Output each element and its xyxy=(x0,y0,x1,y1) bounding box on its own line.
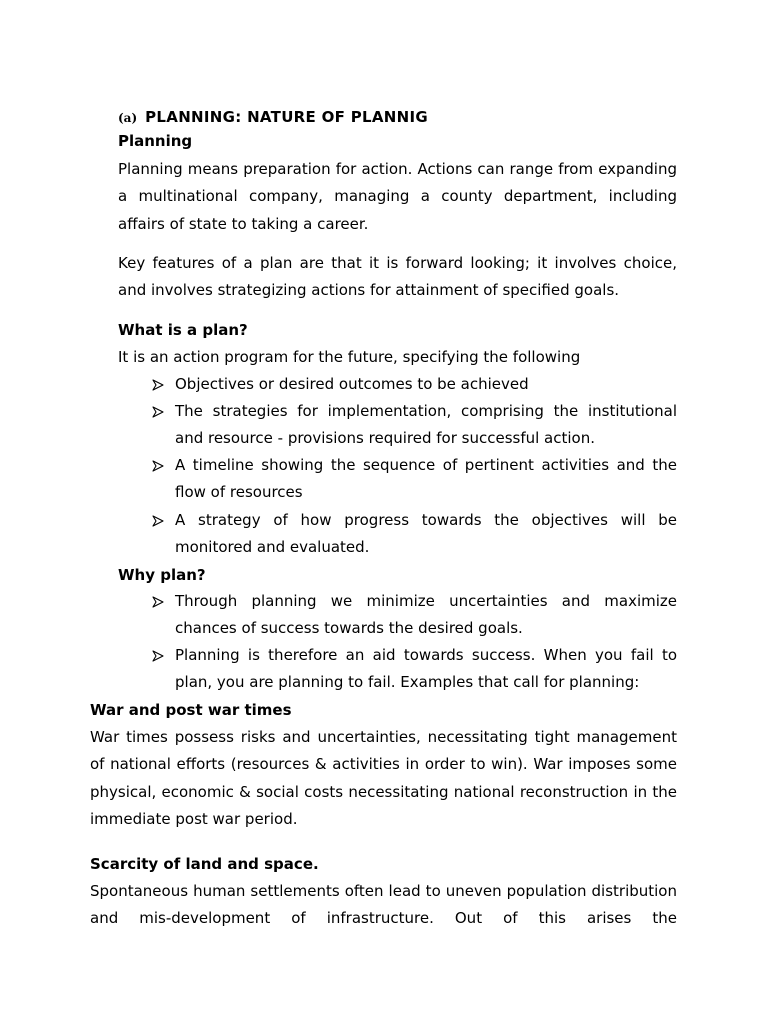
section-marker: (a) xyxy=(118,111,138,125)
why-plan-heading: Why plan? xyxy=(118,566,206,584)
arrowhead-bullet-icon xyxy=(152,596,164,608)
arrowhead-bullet-icon xyxy=(152,650,164,662)
arrowhead-bullet-icon xyxy=(152,379,164,391)
plan-list-item: A timeline showing the sequence of pertinent activities and the flow of resources xyxy=(175,456,677,502)
plan-list-item: A strategy of how progress towards the objectives will be monitored and evaluated. xyxy=(175,511,677,557)
arrowhead-bullet-icon xyxy=(152,406,164,418)
section-title: PLANNING: NATURE OF PLANNIG xyxy=(145,108,428,126)
why-list-item: Through planning we minimize uncertainties and maximize chances of success towards the desired goals. xyxy=(175,592,677,638)
war-heading: War and post war times xyxy=(90,701,292,719)
section-heading xyxy=(118,108,428,126)
war-paragraph: War times possess risks and uncertainties, necessitating tight management of national efforts (resources & activities in order to win). War imposes some physical, economic & social costs necessitating national reconstruction in the immediate post war period. xyxy=(90,728,677,828)
what-is-a-plan-heading: What is a plan? xyxy=(118,321,248,339)
what-is-a-plan-intro: It is an action program for the future, specifying the following xyxy=(118,348,581,366)
planning-heading: Planning xyxy=(118,132,193,150)
arrowhead-bullet-icon xyxy=(152,460,164,472)
plan-list-item: The strategies for implementation, comprising the institutional and resource - provisions required for successful action. xyxy=(175,402,677,448)
planning-paragraph-2: Key features of a plan are that it is forward looking; it involves choice, and involves strategizing actions for attainment of specified goals. xyxy=(118,254,677,300)
why-list-item: Planning is therefore an aid towards success. When you fail to plan, you are planning to fail. Examples that call for planning: xyxy=(175,646,677,692)
scarcity-heading: Scarcity of land and space. xyxy=(90,855,319,873)
plan-list-item: Objectives or desired outcomes to be achieved xyxy=(175,375,529,393)
scarcity-paragraph: Spontaneous human settlements often lead to uneven population distribution and mis-development of infrastructure. Out of this arises the xyxy=(90,882,677,928)
arrowhead-bullet-icon xyxy=(152,515,164,527)
planning-paragraph-1: Planning means preparation for action. Actions can range from expanding a multinational company, managing a county department, including affairs of state to taking a career. xyxy=(118,160,677,233)
